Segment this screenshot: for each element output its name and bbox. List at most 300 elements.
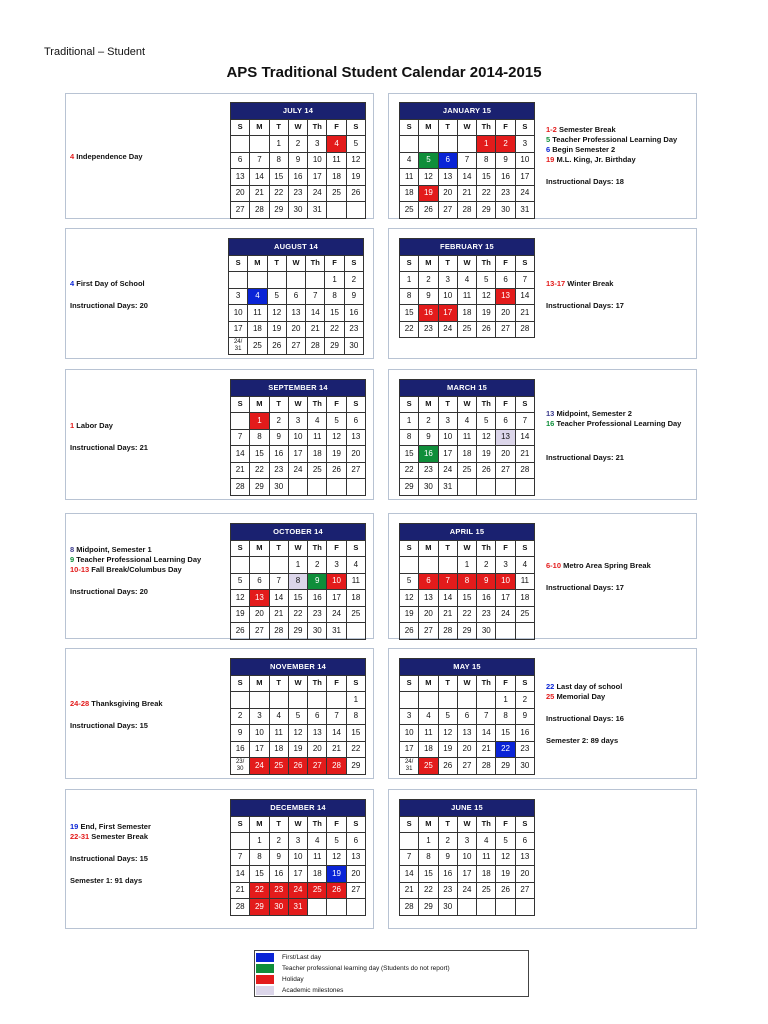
day-cell: 25 bbox=[308, 462, 327, 479]
week-row bbox=[229, 338, 364, 355]
note-text: Teacher Professional Learning Day bbox=[76, 555, 202, 564]
day-cell: 24 bbox=[457, 882, 476, 899]
notes-october-2014 bbox=[70, 545, 220, 597]
day-cell bbox=[250, 136, 269, 153]
day-cell: 24 bbox=[288, 882, 307, 899]
day-cell bbox=[231, 692, 250, 709]
day-cell bbox=[250, 557, 269, 574]
weekday-header: T bbox=[438, 816, 457, 833]
day-cell: 3 bbox=[327, 557, 346, 574]
day-cell: 15 bbox=[346, 725, 365, 742]
day-cell bbox=[269, 692, 288, 709]
day-cell: 3 bbox=[250, 708, 269, 725]
day-cell: 21 bbox=[515, 305, 534, 322]
day-cell: 13 bbox=[346, 429, 365, 446]
day-cell bbox=[515, 479, 534, 496]
calendar-note bbox=[546, 125, 696, 135]
weekday-header: Th bbox=[477, 255, 496, 272]
day-cell: 30 bbox=[477, 623, 496, 640]
day-cell: 1 bbox=[250, 413, 269, 430]
day-cell: 3 bbox=[515, 136, 534, 153]
day-cell: 23 bbox=[419, 462, 438, 479]
note-text: Instructional Days: 21 bbox=[546, 453, 624, 462]
day-cell: 9 bbox=[438, 849, 457, 866]
day-cell: 14 bbox=[438, 590, 457, 607]
notes-december-2014 bbox=[70, 822, 220, 886]
weekday-header: S bbox=[400, 816, 419, 833]
weekday-header: W bbox=[457, 255, 476, 272]
day-cell: 19 bbox=[419, 185, 438, 202]
weekday-header: S bbox=[400, 255, 419, 272]
day-cell: 1 bbox=[457, 557, 476, 574]
day-cell: 27 bbox=[419, 623, 438, 640]
calendar-july-2014 bbox=[230, 102, 366, 219]
week-row bbox=[231, 573, 366, 590]
weekday-header: W bbox=[288, 396, 307, 413]
week-row bbox=[231, 202, 366, 219]
weekday-header: M bbox=[250, 396, 269, 413]
day-cell: 22 bbox=[496, 741, 515, 758]
day-cell bbox=[346, 479, 365, 496]
day-cell: 29 bbox=[477, 202, 496, 219]
day-cell: 24 bbox=[438, 321, 457, 338]
day-cell: 22 bbox=[457, 606, 476, 623]
spacer bbox=[70, 431, 220, 443]
notes-january-2015 bbox=[546, 125, 696, 187]
day-cell: 1 bbox=[419, 833, 438, 850]
day-cell bbox=[496, 479, 515, 496]
day-cell: 12 bbox=[477, 429, 496, 446]
weekday-header: T bbox=[438, 119, 457, 136]
day-cell: 16 bbox=[419, 446, 438, 463]
week-row bbox=[231, 446, 366, 463]
day-cell: 5 bbox=[288, 708, 307, 725]
weekday-header: W bbox=[457, 540, 476, 557]
calendar-note bbox=[546, 736, 696, 746]
week-row bbox=[229, 321, 364, 338]
day-cell: 14 bbox=[306, 305, 325, 322]
weekday-header: T bbox=[269, 675, 288, 692]
weekday-header: M bbox=[419, 255, 438, 272]
day-cell: 23 bbox=[515, 741, 534, 758]
day-cell bbox=[419, 136, 438, 153]
day-cell: 28 bbox=[515, 321, 534, 338]
day-cell: 27 bbox=[346, 462, 365, 479]
day-cell: 14 bbox=[515, 288, 534, 305]
month-title: MARCH 15 bbox=[400, 380, 535, 397]
day-cell: 18 bbox=[457, 305, 476, 322]
day-cell: 8 bbox=[496, 708, 515, 725]
day-cell: 2 bbox=[269, 833, 288, 850]
day-cell: 1 bbox=[400, 272, 419, 289]
day-cell bbox=[306, 272, 325, 289]
day-cell: 19 bbox=[346, 169, 365, 186]
day-cell: 16 bbox=[288, 169, 307, 186]
calendar-note bbox=[70, 876, 220, 886]
month-title: AUGUST 14 bbox=[229, 239, 364, 256]
week-row bbox=[231, 623, 366, 640]
day-cell: 9 bbox=[419, 429, 438, 446]
day-cell: 17 bbox=[250, 741, 269, 758]
day-cell: 25 bbox=[457, 321, 476, 338]
note-date: 9 bbox=[70, 555, 75, 564]
week-row bbox=[231, 557, 366, 574]
day-cell: 11 bbox=[457, 288, 476, 305]
day-cell: 22 bbox=[250, 882, 269, 899]
week-row bbox=[400, 590, 535, 607]
day-cell: 22 bbox=[400, 462, 419, 479]
day-cell: 28 bbox=[231, 479, 250, 496]
day-cell: 21 bbox=[400, 882, 419, 899]
week-row bbox=[231, 692, 366, 709]
day-cell: 12 bbox=[419, 169, 438, 186]
notes-march-2015 bbox=[546, 409, 696, 463]
color-legend bbox=[254, 950, 529, 997]
day-cell: 8 bbox=[457, 573, 476, 590]
day-cell: 5 bbox=[327, 833, 346, 850]
calendar-may-2015 bbox=[399, 658, 535, 775]
day-cell: 4 bbox=[400, 152, 419, 169]
day-cell: 9 bbox=[269, 429, 288, 446]
day-cell: 10 bbox=[308, 152, 327, 169]
day-cell bbox=[288, 692, 307, 709]
day-cell: 18 bbox=[400, 185, 419, 202]
day-cell: 21 bbox=[457, 185, 476, 202]
day-cell: 25 bbox=[515, 606, 534, 623]
weekday-header: S bbox=[231, 675, 250, 692]
weekday-header: S bbox=[400, 396, 419, 413]
spacer bbox=[70, 575, 220, 587]
note-text: Fall Break/Columbus Day bbox=[91, 565, 182, 574]
day-cell: 27 bbox=[496, 462, 515, 479]
weekday-header: Th bbox=[308, 119, 327, 136]
calendar-note bbox=[70, 822, 220, 832]
day-cell: 4 bbox=[248, 288, 267, 305]
note-date: 24-28 bbox=[70, 699, 90, 708]
weekday-header: S bbox=[346, 540, 365, 557]
day-cell: 24 bbox=[438, 462, 457, 479]
note-text: Instructional Days: 20 bbox=[70, 301, 148, 310]
weekday-header: S bbox=[231, 119, 250, 136]
month-title: JANUARY 15 bbox=[400, 103, 535, 120]
day-cell: 11 bbox=[477, 849, 496, 866]
day-cell: 22 bbox=[325, 321, 344, 338]
note-date: 13 bbox=[546, 409, 555, 418]
legend-label: Holiday bbox=[282, 976, 304, 983]
spacer bbox=[70, 842, 220, 854]
note-date: 4 bbox=[70, 279, 75, 288]
day-cell: 31 bbox=[515, 202, 534, 219]
day-cell: 11 bbox=[419, 725, 438, 742]
day-cell: 10 bbox=[229, 305, 248, 322]
weekday-header: Th bbox=[477, 396, 496, 413]
day-cell bbox=[250, 692, 269, 709]
legend-label: Academic milestones bbox=[282, 987, 344, 994]
weekday-header: F bbox=[327, 540, 346, 557]
notes-may-2015 bbox=[546, 682, 696, 746]
day-cell: 19 bbox=[231, 606, 250, 623]
legend-row bbox=[255, 986, 528, 995]
day-cell: 6 bbox=[438, 152, 457, 169]
day-cell: 13 bbox=[419, 590, 438, 607]
day-cell: 17 bbox=[229, 321, 248, 338]
calendar-note bbox=[70, 421, 220, 431]
day-cell bbox=[457, 136, 476, 153]
day-cell: 18 bbox=[515, 590, 534, 607]
week-row bbox=[231, 741, 366, 758]
weekday-header: T bbox=[269, 540, 288, 557]
day-cell: 17 bbox=[438, 305, 457, 322]
day-cell: 25 bbox=[327, 185, 346, 202]
day-cell bbox=[515, 623, 534, 640]
day-cell: 24/ 31 bbox=[400, 758, 419, 775]
day-cell: 17 bbox=[308, 169, 327, 186]
weekday-header: F bbox=[496, 675, 515, 692]
day-cell: 11 bbox=[457, 429, 476, 446]
day-cell: 16 bbox=[496, 169, 515, 186]
day-cell bbox=[400, 692, 419, 709]
weekday-header: S bbox=[346, 816, 365, 833]
weekday-header: S bbox=[344, 255, 363, 272]
day-cell: 21 bbox=[269, 606, 288, 623]
day-cell: 15 bbox=[250, 866, 269, 883]
day-cell: 21 bbox=[250, 185, 269, 202]
day-cell: 19 bbox=[400, 606, 419, 623]
day-cell: 14 bbox=[457, 169, 476, 186]
calendar-note bbox=[70, 301, 220, 311]
calendar-note bbox=[70, 279, 220, 289]
day-cell: 1 bbox=[288, 557, 307, 574]
day-cell: 3 bbox=[288, 833, 307, 850]
week-row bbox=[231, 185, 366, 202]
day-cell: 17 bbox=[288, 446, 307, 463]
day-cell: 3 bbox=[457, 833, 476, 850]
week-row bbox=[400, 606, 535, 623]
week-row bbox=[231, 882, 366, 899]
day-cell: 14 bbox=[477, 725, 496, 742]
note-text: Independence Day bbox=[76, 152, 143, 161]
note-text: Semester Break bbox=[558, 125, 616, 134]
calendar-note bbox=[546, 177, 696, 187]
day-cell: 5 bbox=[477, 272, 496, 289]
day-cell: 17 bbox=[288, 866, 307, 883]
day-cell: 22 bbox=[269, 185, 288, 202]
day-cell: 19 bbox=[477, 446, 496, 463]
day-cell: 3 bbox=[438, 413, 457, 430]
day-cell: 5 bbox=[419, 152, 438, 169]
weekday-header: S bbox=[515, 396, 534, 413]
note-text: Instructional Days: 20 bbox=[70, 587, 148, 596]
month-title: NOVEMBER 14 bbox=[231, 659, 366, 676]
week-row bbox=[400, 692, 535, 709]
day-cell: 28 bbox=[438, 623, 457, 640]
day-cell: 1 bbox=[325, 272, 344, 289]
weekday-header: T bbox=[267, 255, 286, 272]
day-cell: 15 bbox=[496, 725, 515, 742]
note-date: 4 bbox=[70, 152, 75, 161]
day-cell: 1 bbox=[400, 413, 419, 430]
weekday-header: S bbox=[515, 255, 534, 272]
day-cell: 21 bbox=[515, 446, 534, 463]
day-cell bbox=[327, 202, 346, 219]
day-cell: 3 bbox=[308, 136, 327, 153]
day-cell: 23 bbox=[477, 606, 496, 623]
day-cell bbox=[288, 479, 307, 496]
day-cell: 7 bbox=[231, 429, 250, 446]
day-cell: 28 bbox=[327, 758, 346, 775]
day-cell: 7 bbox=[269, 573, 288, 590]
day-cell: 13 bbox=[457, 725, 476, 742]
weekday-header: W bbox=[457, 816, 476, 833]
calendar-note bbox=[70, 699, 220, 709]
day-cell: 23 bbox=[269, 882, 288, 899]
week-row bbox=[231, 590, 366, 607]
weekday-header: M bbox=[250, 540, 269, 557]
day-cell: 10 bbox=[438, 429, 457, 446]
day-cell: 15 bbox=[269, 169, 288, 186]
weekday-header: S bbox=[346, 119, 365, 136]
week-row bbox=[229, 305, 364, 322]
day-cell: 14 bbox=[400, 866, 419, 883]
day-cell: 14 bbox=[231, 866, 250, 883]
day-cell: 6 bbox=[496, 413, 515, 430]
day-cell: 2 bbox=[419, 272, 438, 289]
day-cell: 1 bbox=[346, 692, 365, 709]
day-cell: 1 bbox=[250, 833, 269, 850]
day-cell: 5 bbox=[496, 833, 515, 850]
day-cell: 15 bbox=[419, 866, 438, 883]
weekday-header: T bbox=[438, 255, 457, 272]
day-cell: 9 bbox=[231, 725, 250, 742]
day-cell: 4 bbox=[327, 136, 346, 153]
day-cell: 29 bbox=[269, 202, 288, 219]
day-cell bbox=[267, 272, 286, 289]
day-cell: 16 bbox=[344, 305, 363, 322]
calendar-note bbox=[546, 409, 696, 419]
day-cell: 7 bbox=[250, 152, 269, 169]
month-title: FEBRUARY 15 bbox=[400, 239, 535, 256]
day-cell bbox=[438, 557, 457, 574]
weekday-header: M bbox=[419, 119, 438, 136]
day-cell: 5 bbox=[267, 288, 286, 305]
calendar-note bbox=[546, 135, 696, 145]
day-cell: 28 bbox=[400, 899, 419, 916]
week-row bbox=[231, 725, 366, 742]
day-cell: 19 bbox=[327, 446, 346, 463]
weekday-header: F bbox=[496, 396, 515, 413]
day-cell: 27 bbox=[308, 758, 327, 775]
day-cell bbox=[231, 413, 250, 430]
day-cell: 4 bbox=[515, 557, 534, 574]
day-cell: 13 bbox=[231, 169, 250, 186]
week-row bbox=[231, 833, 366, 850]
day-cell: 26 bbox=[327, 462, 346, 479]
weekday-header: F bbox=[327, 816, 346, 833]
day-cell: 18 bbox=[477, 866, 496, 883]
day-cell: 26 bbox=[288, 758, 307, 775]
week-row bbox=[400, 136, 535, 153]
day-cell: 7 bbox=[231, 849, 250, 866]
note-text: First Day of School bbox=[76, 279, 145, 288]
day-cell bbox=[327, 899, 346, 916]
day-cell: 11 bbox=[308, 429, 327, 446]
notes-april-2015 bbox=[546, 561, 696, 593]
calendar-note bbox=[546, 419, 696, 429]
day-cell: 10 bbox=[515, 152, 534, 169]
week-row bbox=[400, 623, 535, 640]
weekday-header: Th bbox=[308, 816, 327, 833]
day-cell: 5 bbox=[477, 413, 496, 430]
day-cell: 16 bbox=[438, 866, 457, 883]
week-row bbox=[231, 758, 366, 775]
week-row bbox=[231, 866, 366, 883]
day-cell: 17 bbox=[400, 741, 419, 758]
calendar-note bbox=[70, 152, 220, 162]
day-cell: 7 bbox=[515, 272, 534, 289]
day-cell bbox=[286, 272, 305, 289]
weekday-header: M bbox=[248, 255, 267, 272]
day-cell: 6 bbox=[346, 413, 365, 430]
day-cell: 13 bbox=[515, 849, 534, 866]
month-title: DECEMBER 14 bbox=[231, 800, 366, 817]
day-cell bbox=[346, 623, 365, 640]
day-cell: 2 bbox=[288, 136, 307, 153]
day-cell bbox=[457, 692, 476, 709]
day-cell: 10 bbox=[496, 573, 515, 590]
day-cell: 12 bbox=[496, 849, 515, 866]
day-cell: 13 bbox=[346, 849, 365, 866]
note-text: End, First Semester bbox=[80, 822, 151, 831]
day-cell: 6 bbox=[286, 288, 305, 305]
day-cell: 22 bbox=[346, 741, 365, 758]
day-cell: 25 bbox=[269, 758, 288, 775]
note-text: Instructional Days: 17 bbox=[546, 301, 624, 310]
day-cell: 15 bbox=[325, 305, 344, 322]
day-cell: 17 bbox=[327, 590, 346, 607]
weekday-header: M bbox=[419, 816, 438, 833]
spacer bbox=[70, 709, 220, 721]
note-text: Instructional Days: 16 bbox=[546, 714, 624, 723]
calendar-october-2014 bbox=[230, 523, 366, 640]
weekday-header: S bbox=[346, 396, 365, 413]
day-cell: 23 bbox=[344, 321, 363, 338]
day-cell: 10 bbox=[457, 849, 476, 866]
day-cell: 24 bbox=[496, 606, 515, 623]
day-cell: 31 bbox=[308, 202, 327, 219]
day-cell: 6 bbox=[457, 708, 476, 725]
day-cell: 20 bbox=[286, 321, 305, 338]
week-row bbox=[400, 202, 535, 219]
day-cell: 21 bbox=[231, 462, 250, 479]
day-cell: 9 bbox=[496, 152, 515, 169]
weekday-header: F bbox=[327, 675, 346, 692]
day-cell: 10 bbox=[400, 725, 419, 742]
calendar-january-2015 bbox=[399, 102, 535, 219]
day-cell: 23 bbox=[419, 321, 438, 338]
calendar-note bbox=[546, 714, 696, 724]
note-date: 1 bbox=[70, 421, 75, 430]
spacer bbox=[546, 724, 696, 736]
day-cell: 27 bbox=[457, 758, 476, 775]
calendar-april-2015 bbox=[399, 523, 535, 640]
calendar-note bbox=[70, 555, 220, 565]
day-cell: 13 bbox=[250, 590, 269, 607]
day-cell: 28 bbox=[231, 899, 250, 916]
day-cell: 8 bbox=[477, 152, 496, 169]
day-cell: 15 bbox=[477, 169, 496, 186]
day-cell: 2 bbox=[231, 708, 250, 725]
day-cell: 4 bbox=[477, 833, 496, 850]
